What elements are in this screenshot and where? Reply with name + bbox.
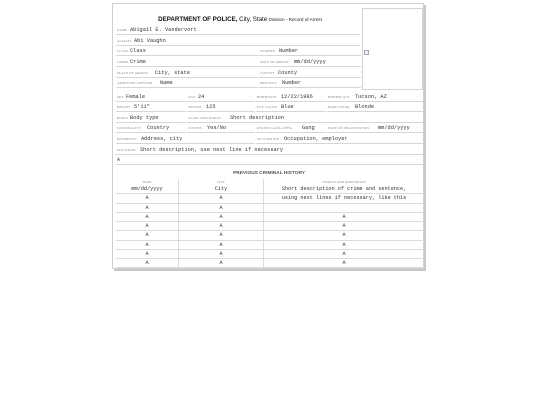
residence-value: Address, city	[141, 136, 183, 142]
broken-image-icon	[364, 50, 369, 55]
history-city: Â	[219, 260, 223, 266]
history-city: Â	[219, 250, 223, 257]
eye-color-value: Blue	[281, 104, 294, 110]
history-date: Â	[145, 250, 149, 257]
sex-row	[116, 93, 186, 102]
history-date: Â	[145, 223, 149, 229]
occupation-label: OCCUPATION	[257, 137, 280, 141]
citizen-label: CITIZEN	[188, 126, 202, 130]
crime-row	[116, 58, 258, 67]
occupation-value: Occupation, employer	[284, 136, 348, 142]
nationality-label: NATIONALITY	[117, 126, 141, 130]
date-of-arrest-label: DATE OF ARREST	[260, 60, 289, 64]
date-of-registration-label: DATE OF REGISTRATION	[328, 126, 369, 130]
history-row	[116, 231, 424, 240]
history-city: Â	[219, 223, 223, 229]
age-label: AGE	[188, 95, 196, 99]
history-row	[116, 204, 424, 213]
history-row	[116, 250, 424, 259]
history-date: Â	[145, 213, 149, 220]
form-header	[117, 8, 363, 26]
known-gang-label: KNOWN GANG AFFIL.	[257, 126, 294, 130]
birthdate-row	[256, 93, 326, 102]
history-city: Â	[219, 204, 223, 211]
arrest-record-form	[112, 3, 424, 269]
sex-label: SEX	[117, 95, 124, 99]
history-date: Â	[145, 195, 149, 202]
arresting-officer-value: Name	[160, 80, 173, 86]
name-label: NAME	[117, 28, 128, 32]
history-charge: Â	[342, 241, 346, 248]
history-header-charge: CHARGE AND DISPOSITION	[322, 180, 366, 184]
residence-row	[116, 135, 255, 144]
birthplace-label: BIRTHPLACE	[328, 95, 350, 99]
history-city: City	[214, 186, 228, 192]
date-of-arrest-value: mm/dd/yyyy	[294, 59, 326, 65]
arresting-officer-row	[116, 79, 258, 88]
occupation-row	[256, 135, 423, 144]
history-charge: using next lines if necessary, like this	[281, 195, 407, 202]
scars-and-marks-label: SCARS AND MARKS	[188, 116, 222, 120]
situation-value: Short description, use next line if necessary	[140, 147, 284, 153]
history-date: mm/dd/yyyy	[131, 186, 163, 192]
height-row	[116, 103, 186, 112]
hair-color-label: HAIR COLOR	[328, 105, 350, 109]
history-charge: Short description of crime and sentence,	[281, 186, 407, 192]
place-of-arrest-value: City, state	[155, 70, 190, 76]
aliases-value: Abi Vaughn	[134, 38, 166, 44]
precinct-value: Number	[282, 80, 302, 86]
place-of-arrest-row	[116, 69, 258, 78]
history-date: Â	[145, 204, 149, 211]
birthdate-label: BIRTHDATE	[257, 95, 277, 99]
date-of-registration-value: mm/dd/yyyy	[378, 125, 410, 131]
height-value: 5'11"	[134, 104, 150, 110]
residence-label: RESIDENCE	[117, 137, 137, 141]
history-row	[116, 194, 424, 203]
hair-color-value: Blonde	[355, 104, 375, 110]
history-charge: Â	[342, 232, 346, 239]
citizen-value: Yes/No	[207, 125, 227, 131]
history-city: Â	[219, 213, 223, 220]
history-date: Â	[145, 232, 149, 239]
eye-color-label: EYE COLOR	[257, 105, 277, 109]
situation-continued-value: Â	[117, 157, 121, 163]
situation-row	[116, 146, 423, 155]
history-city: Â	[219, 195, 223, 202]
crime-label: CRIME	[117, 60, 129, 64]
arresting-officer-label: ARRESTING OFFICER	[117, 81, 153, 85]
history-row	[116, 213, 424, 222]
citizen-row	[187, 124, 255, 133]
nationality-row	[116, 124, 186, 133]
number-row	[259, 47, 361, 56]
class-label: CLASS	[117, 49, 129, 53]
birthdate-value: 12/22/1986	[281, 94, 313, 100]
age-value: 24	[198, 94, 205, 100]
height-label: HEIGHT	[117, 105, 131, 109]
history-row	[116, 241, 424, 250]
eye-color-row	[256, 103, 326, 112]
birthplace-value: Tucson, AZ	[355, 94, 387, 100]
place-of-arrest-label: PLACE OF ARREST	[117, 71, 149, 75]
birthplace-row	[327, 93, 423, 102]
aliases-row	[116, 37, 360, 46]
class-value: Class	[130, 48, 146, 54]
date-of-arrest-row	[259, 58, 361, 67]
county-row	[259, 69, 361, 78]
weight-value: 125	[206, 104, 216, 110]
name-row	[116, 26, 360, 35]
known-gang-value: Gang	[302, 125, 315, 131]
history-date: Â	[145, 260, 149, 266]
precinct-label: PRECINCT	[260, 81, 278, 85]
county-value: County	[278, 70, 298, 76]
history-header-city: CITY	[217, 180, 225, 184]
nationality-value: Country	[147, 125, 170, 131]
build-value: Body type	[130, 115, 159, 121]
scars-and-marks-row	[187, 114, 423, 123]
history-city: Â	[219, 232, 223, 239]
weight-label: WEIGHT	[188, 105, 202, 109]
department-title: DEPARTMENT OF POLICE,	[158, 16, 238, 23]
history-header-date: DATE	[142, 180, 152, 184]
history-row	[116, 185, 424, 194]
situation-continued-row	[116, 156, 423, 165]
weight-row	[187, 103, 255, 112]
sex-value: Female	[126, 94, 146, 100]
history-city: Â	[219, 241, 223, 248]
number-value: Number	[279, 48, 299, 54]
number-label: NUMBER	[260, 49, 276, 53]
class-row	[116, 47, 258, 56]
scars-and-marks-value: Short description	[230, 115, 285, 121]
known-gang-row	[256, 124, 326, 133]
history-charge: Â	[342, 250, 346, 257]
mugshot-photo	[362, 8, 423, 90]
history-charge: Â	[342, 260, 346, 266]
division-subtitle: Division - Record of Arrest	[267, 17, 322, 22]
precinct-row	[259, 79, 361, 88]
date-of-registration-row	[327, 124, 423, 133]
build-row	[116, 114, 186, 123]
crime-value: Crime	[130, 59, 146, 65]
hair-color-row	[327, 103, 423, 112]
history-row	[116, 259, 424, 268]
history-date: Â	[145, 241, 149, 248]
history-charge: Â	[342, 213, 346, 220]
age-row	[187, 93, 255, 102]
aliases-label: ALIASES	[117, 39, 132, 43]
name-value: Abigail E. Vandervort	[130, 27, 197, 33]
county-label: COUNTY	[260, 71, 275, 75]
city-state: City, State	[237, 16, 268, 23]
history-charge: Â	[342, 223, 346, 229]
history-title: PREVIOUS CRIMINAL HISTORY	[233, 171, 305, 176]
history-row	[116, 222, 424, 231]
build-label: BUILD	[117, 116, 128, 120]
situation-label: SITUATION	[117, 148, 136, 152]
